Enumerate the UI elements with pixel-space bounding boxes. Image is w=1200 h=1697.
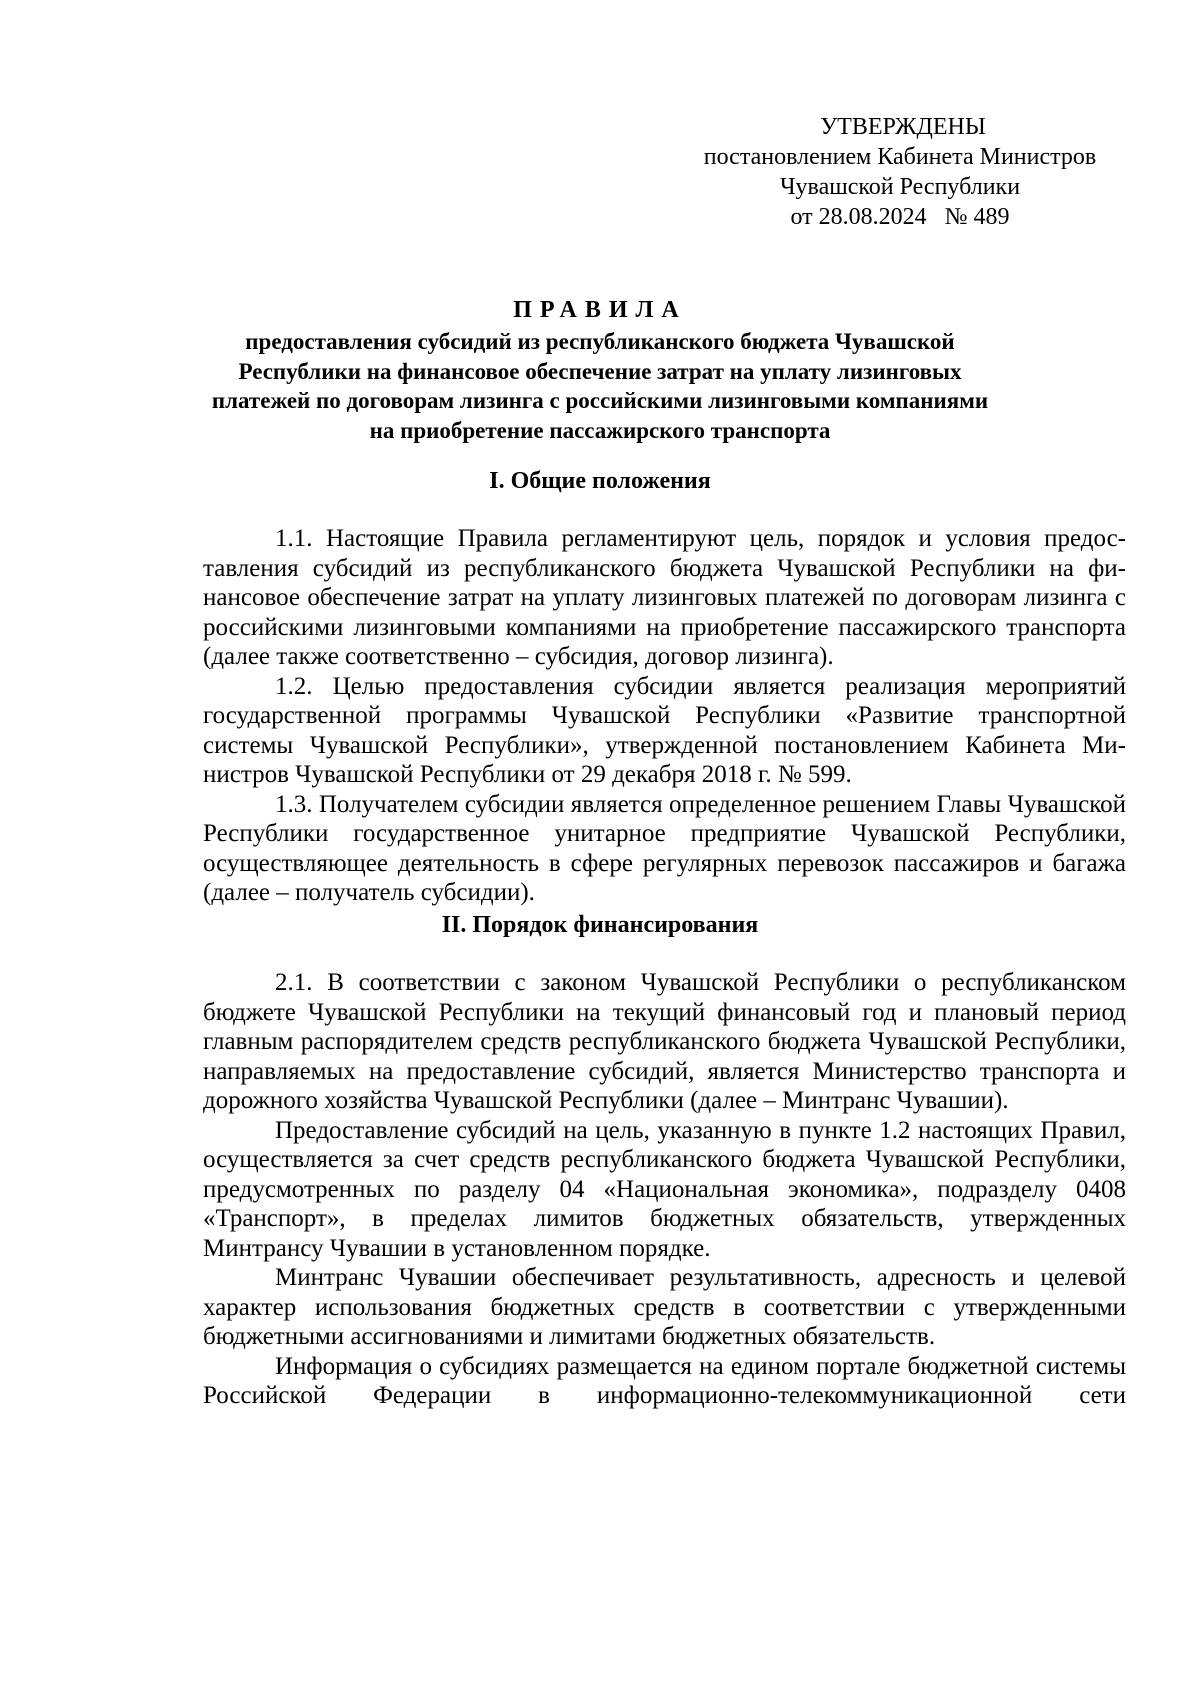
- approval-region: Чувашской Республики: [779, 174, 1021, 200]
- subtitle-line: предоставления субсидий из республиканского бюджета Чувашской: [245, 329, 955, 354]
- paragraph: Информация о субсидиях размещается на едином портале бюджетной системы Российской Федерации в информационно-телекоммуникационной сети: [203, 1352, 1126, 1409]
- paragraph: 1.2. Целью предоставления субсидии является реализация мероприятий государственной программы Чувашской Республики «Развитие транспортной системы Чувашской Республики», утвержденной постановлением Кабинета Министров Чувашской Республики от 29 декабря 2018 г. № 599.: [203, 672, 1126, 788]
- document-title: ПРАВИЛА: [513, 297, 687, 323]
- approval-title: УТВЕРЖДЕНЫ: [820, 114, 986, 140]
- approval-stamp: [680, 112, 1120, 232]
- paragraph: Минтранс Чувашии обеспечивает результативность, адресность и целевой характер использования бюджетных средств в соответствии с утвержденными бюджетными ассигнованиями и лимитами бюджетных обязательств.: [203, 1264, 1126, 1350]
- paragraph: Предоставление субсидий на цель, указанную в пункте 1.2 настоящих Правил, осуществляется за счет средств республиканского бюджета Чувашской Республики, предусмотренных по разделу 04 «Национальная экономика», подразделу 0408 «Транспорт», в пределах лимитов бюджетных обязательств, утвержденных Минтрансу Чувашии в установленном порядке.: [203, 1116, 1126, 1262]
- paragraph: 1.3. Получателем субсидии является определенное решением Главы Чувашской Республики государственное унитарное предприятие Чувашской Республики, осуществляющее деятельность в сфере регулярных перевозок пассажиров и багажа (далее – получатель субсидии).: [203, 790, 1126, 906]
- approval-authority: постановлением Кабинета Министров: [703, 144, 1097, 170]
- section-heading: II. Порядок финансирования: [441, 912, 759, 938]
- section-2-body: [203, 968, 1126, 1411]
- subtitle-line: платежей по договорам лизинга с российскими лизинговыми компаниями: [211, 388, 989, 413]
- approval-date-number: от 28.08.2024 № 489: [790, 204, 1010, 230]
- section-heading: I. Общие положения: [489, 468, 711, 494]
- document-title-block: [150, 295, 1050, 445]
- paragraph: 1.1. Настоящие Правила регламентируют цель, порядок и условия предоставления субсидий из республиканского бюджета Чувашской Республики на финансовое обеспечение затрат на уплату лизинговых платежей по договорам лизинга с российскими лизинговыми компаниями на приобретение пассажирского транспорта (далее также соответственно – субсидия, договор лизинга).: [203, 525, 1126, 670]
- subtitle-line: на приобретение пассажирского транспорта: [369, 417, 831, 443]
- paragraph: 2.1. В соответствии с законом Чувашской Республики о республиканском бюджете Чувашской Республики на текущий финансовый год и плановый период главным распорядителем средств республиканского бюджета Чувашской Республики, направляемых на предоставление субсидий, является Министерство транспорта и дорожного хозяйства Чувашской Республики (далее – Минтранс Чувашии).: [203, 969, 1126, 1114]
- section-1-body: [203, 524, 1126, 908]
- subtitle-line: Республики на финансовое обеспечение затрат на уплату лизинговых: [238, 358, 962, 384]
